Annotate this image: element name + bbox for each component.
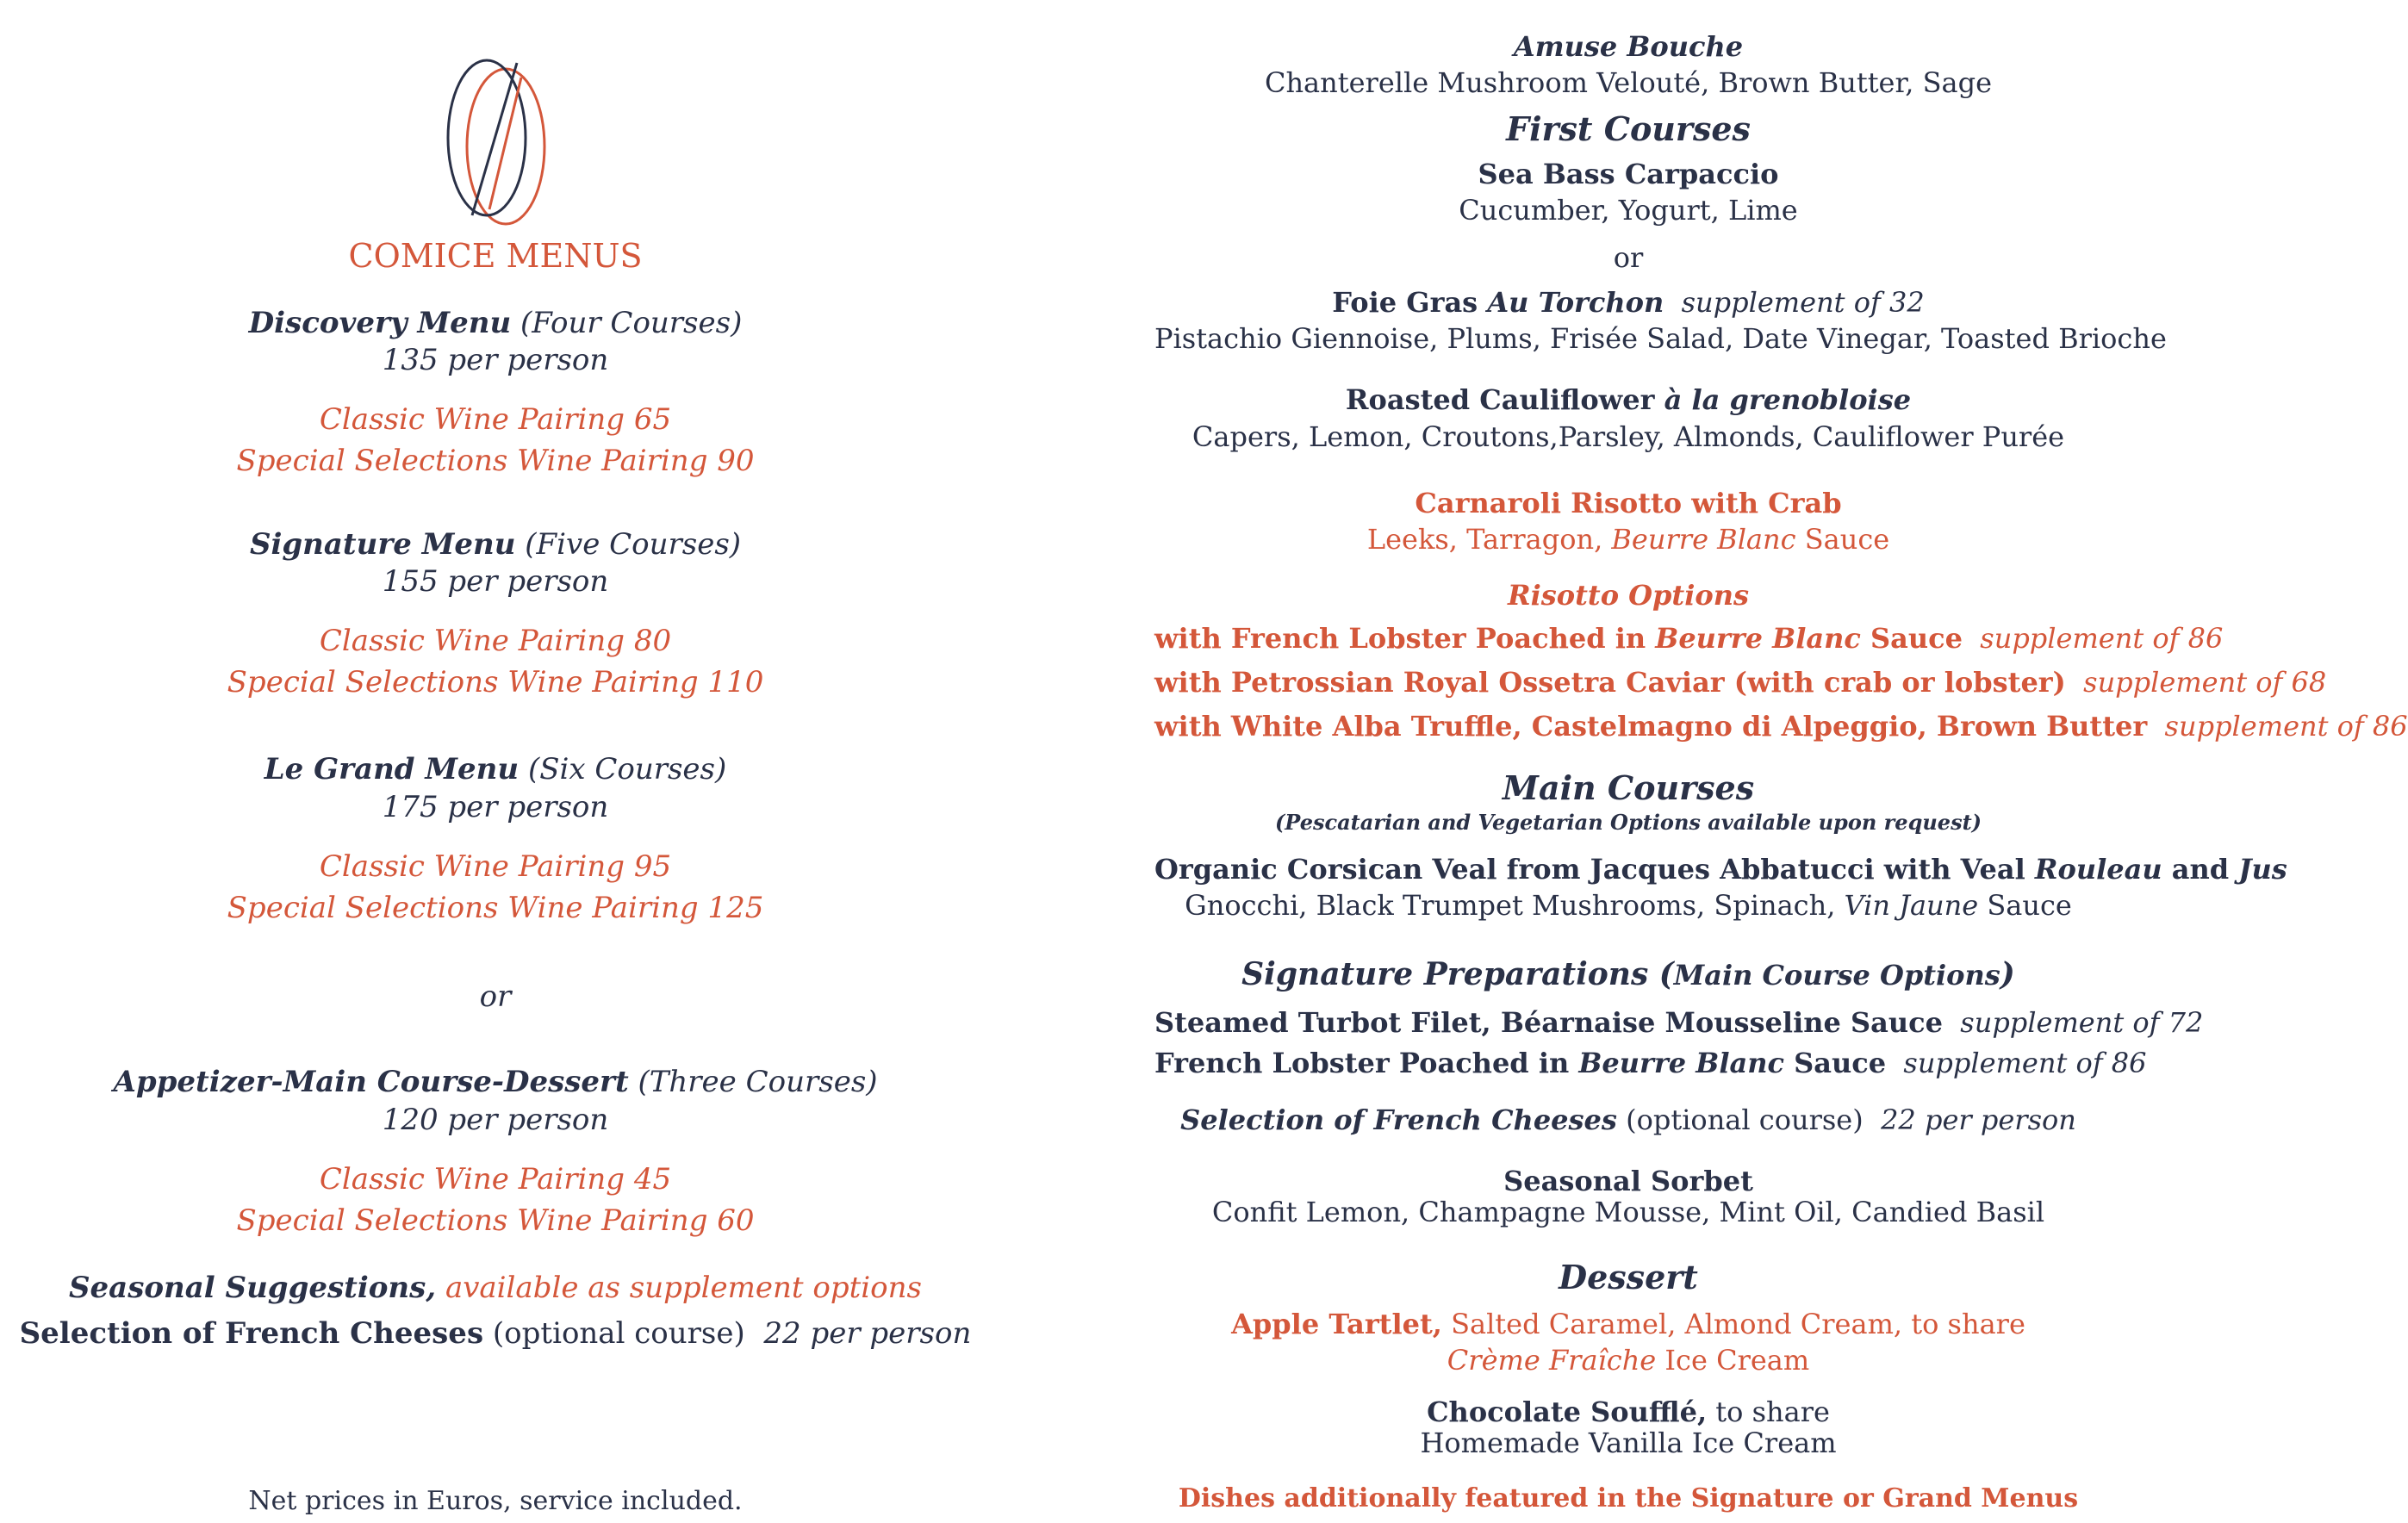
right-cheese-price: 22 per person	[1881, 1103, 2076, 1136]
tart-line	[1154, 1308, 2102, 1340]
grand-title: Le Grand Menu	[264, 752, 520, 786]
opt3-supp: supplement of 86	[2164, 710, 2408, 743]
sorbet-title: Seasonal Sorbet	[1503, 1165, 1753, 1197]
sig-prep-a: Signature Preparations (	[1241, 956, 1674, 992]
foie-title-a: Foie Gras	[1332, 286, 1488, 319]
or-divider: or	[479, 979, 512, 1014]
discovery-title: Discovery Menu	[248, 306, 512, 340]
opt1-c: Sauce	[1860, 622, 1963, 655]
main-courses-note: (Pescatarian and Vegetarian Options available upon request)	[1274, 810, 1982, 835]
left-cheese-line	[0, 1316, 991, 1351]
tart-title: Apple Tartlet,	[1231, 1308, 1442, 1340]
signature-heading	[0, 527, 991, 562]
risotto-desc-a: Leeks, Tarragon,	[1366, 523, 1612, 556]
right-cheese-title: Selection of French Cheeses	[1180, 1103, 1617, 1136]
risotto-desc	[1154, 523, 2102, 556]
seabass-title: Sea Bass Carpaccio	[1478, 158, 1779, 190]
veal-desc-b: Vin Jaune	[1844, 889, 1979, 922]
veal-c: and	[2162, 853, 2239, 886]
three-course-heading	[0, 1065, 991, 1099]
three-course-special-pairing: Special Selections Wine Pairing 60	[236, 1203, 755, 1238]
left-column	[0, 0, 991, 1523]
main-courses-heading: Main Courses	[1502, 768, 1755, 807]
signature-courses: (Five Courses)	[525, 527, 742, 562]
veal-b: Rouleau	[2034, 853, 2162, 886]
risotto-option-1	[1154, 622, 2224, 655]
turbot: Steamed Turbot Filet, Béarnaise Mousseline Sauce	[1154, 1006, 1943, 1039]
left-cheese-title: Selection of French Cheeses	[19, 1316, 484, 1351]
grand-heading	[0, 752, 991, 786]
foie-line	[1154, 286, 2102, 319]
seasonal-suggestions	[0, 1271, 991, 1305]
veal-desc	[1154, 889, 2102, 922]
souffle-desc: Homemade Vanilla Ice Cream	[1420, 1427, 1837, 1459]
risotto-desc-c: Sauce	[1795, 523, 1890, 556]
opt1-b: Beurre Blanc	[1655, 622, 1861, 655]
discovery-courses: (Four Courses)	[520, 306, 743, 340]
risotto-options-heading: Risotto Options	[1508, 579, 1749, 612]
cauli-title-b: à la grenobloise	[1664, 383, 1912, 416]
turbot-line	[1154, 1006, 2204, 1039]
right-column	[1154, 0, 2408, 1523]
left-cheese-note: (optional course)	[492, 1316, 745, 1351]
souffle-note: to share	[1707, 1396, 1830, 1428]
right-cheese-line	[1154, 1103, 2102, 1136]
discovery-classic-pairing: Classic Wine Pairing 65	[319, 402, 672, 437]
lobster-c: Sauce	[1783, 1047, 1887, 1079]
right-cheese-note: (optional course)	[1626, 1103, 1864, 1136]
veal-a: Organic Corsican Veal from Jacques Abbatucci with Veal	[1154, 853, 2035, 886]
tart-desc: Salted Caramel, Almond Cream, to share	[1441, 1308, 2025, 1340]
tart-desc2-a: Crème Fraîche	[1447, 1344, 1657, 1377]
dessert-heading: Dessert	[1559, 1258, 1698, 1296]
cauli-line	[1154, 383, 2102, 416]
lobster-line	[1154, 1047, 2147, 1079]
foie-desc: Pistachio Giennoise, Plums, Frisée Salad, Date Vinegar, Toasted Brioche	[1154, 322, 2167, 355]
amuse-desc: Chanterelle Mushroom Velouté, Brown Butter, Sage	[1264, 66, 1993, 99]
opt2: with Petrossian Royal Ossetra Caviar (with crab or lobster)	[1154, 666, 2066, 699]
grand-price: 175 per person	[382, 790, 609, 824]
left-footer: Net prices in Euros, service included.	[248, 1486, 743, 1516]
three-course-price: 120 per person	[382, 1103, 609, 1137]
left-cheese-price: 22 per person	[763, 1316, 972, 1351]
cauli-desc: Capers, Lemon, Croutons,Parsley, Almonds, Cauliflower Purée	[1192, 420, 2065, 453]
amuse-title: Amuse Bouche	[1513, 30, 1744, 63]
opt3: with White Alba Truffle, Castelmagno di Alpeggio, Brown Butter	[1154, 710, 2148, 743]
risotto-desc-b: Beurre Blanc	[1611, 523, 1796, 556]
signature-classic-pairing: Classic Wine Pairing 80	[319, 624, 672, 658]
seasonal-note: available as supplement options	[445, 1271, 922, 1305]
sig-prep-c: )	[2000, 956, 2015, 992]
veal-desc-c: Sauce	[1978, 889, 2072, 922]
right-footer: Dishes additionally featured in the Signature or Grand Menus	[1178, 1483, 2079, 1514]
seabass-desc: Cucumber, Yogurt, Lime	[1459, 194, 1798, 227]
three-course-classic-pairing: Classic Wine Pairing 45	[319, 1162, 672, 1197]
brand-name: COMICE MENUS	[348, 237, 643, 275]
seasonal-title: Seasonal Suggestions,	[68, 1271, 437, 1305]
tart-desc-2	[1154, 1344, 2102, 1377]
lobster-a: French Lobster Poached in	[1154, 1047, 1579, 1079]
veal-line	[1154, 853, 2287, 886]
discovery-special-pairing: Special Selections Wine Pairing 90	[236, 444, 755, 478]
grand-classic-pairing: Classic Wine Pairing 95	[319, 849, 672, 884]
grand-special-pairing: Special Selections Wine Pairing 125	[227, 891, 764, 925]
foie-title-b: Au Torchon	[1487, 286, 1664, 319]
discovery-price: 135 per person	[382, 343, 609, 377]
signature-title: Signature Menu	[249, 527, 516, 562]
first-or: or	[1613, 241, 1644, 274]
sorbet-desc: Confit Lemon, Champagne Mousse, Mint Oil, Candied Basil	[1211, 1196, 2045, 1228]
grand-courses: (Six Courses)	[527, 752, 727, 786]
lobster-supp: supplement of 86	[1903, 1047, 2147, 1079]
risotto-option-3	[1154, 710, 2408, 743]
risotto-option-2	[1154, 666, 2327, 699]
opt2-supp: supplement of 68	[2083, 666, 2327, 699]
sig-prep-b: Main Course Options	[1673, 959, 2000, 992]
opt1-supp: supplement of 86	[1980, 622, 2224, 655]
first-courses-heading: First Courses	[1506, 109, 1751, 148]
veal-desc-a: Gnocchi, Black Trumpet Mushrooms, Spinach,	[1185, 889, 1845, 922]
signature-special-pairing: Special Selections Wine Pairing 110	[227, 665, 764, 699]
three-course-courses: (Three Courses)	[638, 1065, 878, 1099]
three-course-title: Appetizer-Main Course-Dessert	[113, 1065, 629, 1099]
cauli-title-a: Roasted Cauliflower	[1345, 383, 1664, 416]
discovery-heading	[0, 306, 991, 340]
opt1-a: with French Lobster Poached in	[1154, 622, 1656, 655]
foie-supp: supplement of 32	[1681, 286, 1925, 319]
veal-d: Jus	[2238, 853, 2287, 886]
signature-preparations-heading	[1154, 956, 2102, 992]
signature-price: 155 per person	[382, 564, 609, 599]
risotto-title: Carnaroli Risotto with Crab	[1415, 487, 1842, 519]
lobster-b: Beurre Blanc	[1578, 1047, 1784, 1079]
tart-desc2-b: Ice Cream	[1656, 1344, 1810, 1377]
turbot-supp: supplement of 72	[1960, 1006, 2204, 1039]
souffle-title: Chocolate Soufflé,	[1427, 1396, 1708, 1428]
souffle-line	[1154, 1396, 2102, 1428]
